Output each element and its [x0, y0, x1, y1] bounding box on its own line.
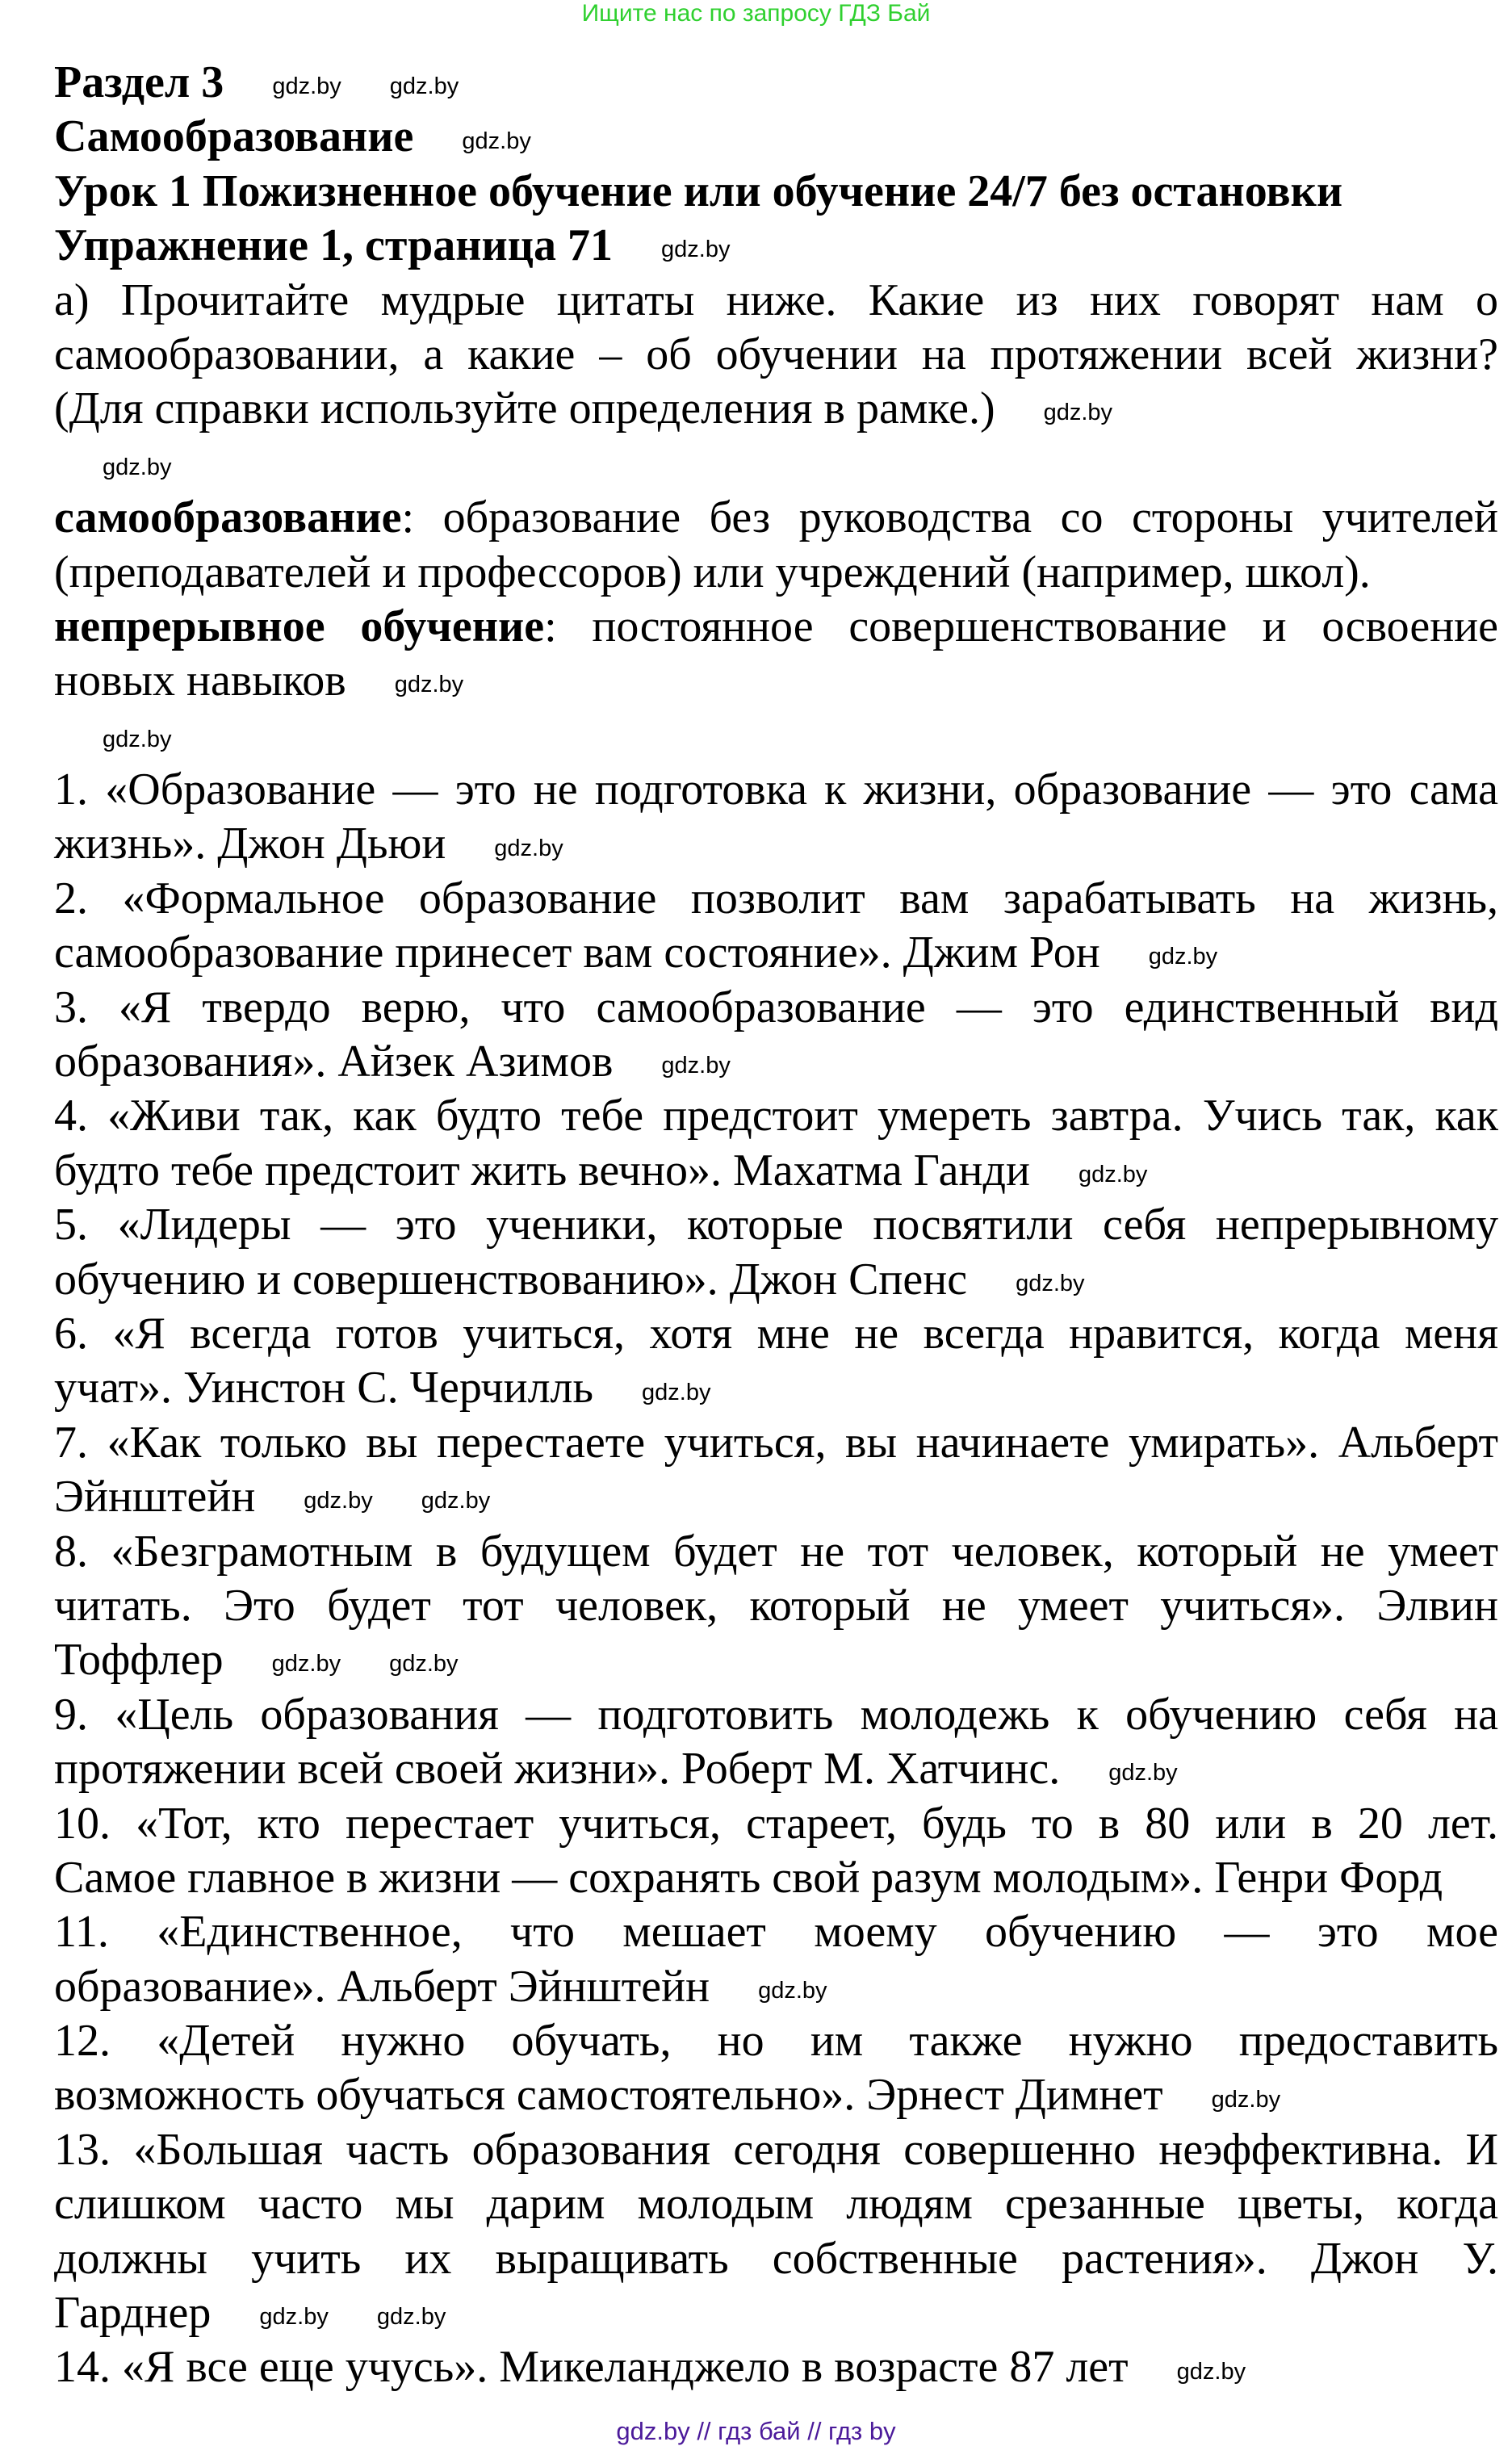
quote-line	[54, 1035, 1498, 1089]
definition-term: непрерывное обучение	[54, 601, 545, 651]
quote-line	[54, 1688, 1498, 1742]
text: возможность обучаться самостоятельно». Эрнест Димнет	[54, 2070, 1163, 2121]
text: Упражнение 1, страница 71	[54, 220, 614, 271]
watermark: gdz.by	[758, 1977, 827, 2004]
text: Урок 1 Пожизненное обучение или обучение 24/7 без остановки	[54, 165, 1343, 216]
quote-line	[54, 1742, 1498, 1796]
quote-line	[54, 1579, 1498, 1633]
watermark: gdz.by	[394, 672, 464, 698]
watermark: gdz.by	[1078, 1161, 1148, 1187]
watermark: gdz.by	[304, 1488, 373, 1514]
watermark: gdz.by	[271, 1651, 341, 1677]
text: протяжении всей своей жизни». Роберт М. Хатчинс.	[54, 1744, 1061, 1795]
text: учат». Уинстон С. Черчилль	[54, 1363, 594, 1414]
quote-line	[54, 1905, 1498, 1959]
text: Самое главное в жизни — сохранять свой разум молодым». Генри Форд	[54, 1852, 1443, 1903]
definition-line	[54, 491, 1498, 545]
quote-line	[54, 1960, 1498, 2014]
quote-line	[54, 1525, 1498, 1579]
text: обучению и совершенствованию». Джон Спенс	[54, 1254, 968, 1305]
watermark: gdz.by	[421, 1488, 491, 1514]
exercise-title	[54, 219, 1498, 273]
text: 3. «Я твердо верю, что самообразование — это единственный вид	[54, 982, 1498, 1032]
lesson-title	[54, 165, 1498, 219]
text: Самообразование	[54, 111, 414, 162]
text: читать. Это будет тот человек, который не умеет учиться». Элвин	[54, 1580, 1498, 1631]
text: образование». Альберт Эйнштейн	[54, 1961, 710, 2012]
text: 13. «Большая часть образования сегодня совершенно неэффективна. И	[54, 2124, 1498, 2175]
watermark: gdz.by	[272, 73, 341, 100]
text: 14. «Я все еще учусь». Микеланджело в возрасте 87 лет	[54, 2342, 1129, 2393]
text: 12. «Детей нужно обучать, но им также нужно предоставить	[54, 2016, 1498, 2067]
text: слишком часто мы дарим молодым людям срезанные цветы, когда	[54, 2179, 1498, 2230]
text: 8. «Безграмотным в будущем будет не тот человек, который не умеет	[54, 1526, 1498, 1577]
text: 11. «Единственное, что мешает моему обучению — это мое	[54, 1907, 1498, 1958]
text: 2. «Формальное образование позволит вам зарабатывать на жизнь,	[54, 873, 1498, 924]
footer-links: gdz.by // гдз бай // гдз by	[616, 2417, 896, 2445]
text: образования». Айзек Азимов	[54, 1037, 614, 1087]
watermark: gdz.by	[462, 128, 531, 154]
watermark: gdz.by	[103, 454, 172, 480]
quote-line	[54, 1851, 1498, 1905]
quote-line	[54, 926, 1498, 980]
text: Раздел 3	[54, 57, 224, 107]
text: самообразование принесет вам состояние». Джим Рон	[54, 928, 1100, 978]
document-body	[54, 56, 1498, 2395]
quote-line	[54, 981, 1498, 1035]
definition-term: самообразование	[54, 492, 402, 543]
quote-line	[54, 872, 1498, 926]
watermark: gdz.by	[494, 835, 563, 861]
watermark: gdz.by	[103, 726, 172, 752]
quote-line	[54, 1797, 1498, 1851]
watermark: gdz.by	[1043, 400, 1113, 426]
watermark: gdz.by	[1211, 2086, 1281, 2113]
quote-line	[54, 2286, 1498, 2340]
text: (преподавателей и профессоров) или учреждений (например, школ).	[54, 547, 1371, 597]
text: а) Прочитайте мудрые цитаты ниже. Какие из них говорят нам о	[54, 274, 1498, 325]
quote-line	[54, 2014, 1498, 2068]
task-text-line	[54, 328, 1498, 382]
blank-line	[54, 437, 1498, 491]
section-title	[54, 56, 1498, 110]
text: 7. «Как только вы перестаете учиться, вы начинаете умирать». Альберт	[54, 1417, 1498, 1468]
quote-line	[54, 1307, 1498, 1361]
watermark: gdz.by	[1148, 944, 1218, 970]
blank-line	[54, 709, 1498, 763]
text: 6. «Я всегда готов учиться, хотя мне не всегда нравится, когда меня	[54, 1308, 1498, 1359]
quote-line	[54, 1470, 1498, 1524]
text: : образование без руководства со стороны учителей	[401, 492, 1498, 543]
watermark: gdz.by	[389, 1651, 459, 1677]
task-text-line	[54, 382, 1498, 436]
text: 5. «Лидеры — это ученики, которые посвятили себя непрерывному	[54, 1200, 1498, 1250]
watermark: gdz.by	[1016, 1270, 1085, 1296]
quote-line	[54, 1144, 1498, 1198]
text: 4. «Живи так, как будто тебе предстоит умереть завтра. Учись так, как	[54, 1091, 1498, 1141]
quote-line	[54, 817, 1498, 871]
text: новых навыков	[54, 655, 346, 706]
text: (Для справки используйте определения в рамке.)	[54, 383, 995, 434]
quote-line	[54, 1089, 1498, 1143]
watermark: gdz.by	[1108, 1760, 1178, 1786]
definition-line	[54, 546, 1498, 600]
definition-line	[54, 600, 1498, 654]
quote-line	[54, 2068, 1498, 2122]
quote-line	[54, 1361, 1498, 1415]
watermark: gdz.by	[661, 237, 731, 263]
text: 9. «Цель образования — подготовить молодежь к обучению себя на	[54, 1689, 1498, 1740]
watermark: gdz.by	[376, 2304, 446, 2331]
quote-line	[54, 2340, 1498, 2394]
text: 1. «Образование — это не подготовка к жизни, образование — это сама	[54, 764, 1498, 815]
watermark: gdz.by	[642, 1379, 711, 1405]
chapter-title	[54, 110, 1498, 164]
quote-line	[54, 763, 1498, 817]
search-hint-banner: Ищите нас по запросу ГДЗ Бай	[581, 0, 931, 27]
text: Тоффлер	[54, 1635, 224, 1686]
text: должны учить их выращивать собственные растения». Джон У.	[54, 2233, 1498, 2284]
watermark: gdz.by	[661, 1053, 731, 1079]
watermark: gdz.by	[389, 73, 459, 100]
quote-line	[54, 1633, 1498, 1687]
quote-line	[54, 1198, 1498, 1252]
text: Гарднер	[54, 2288, 212, 2339]
quote-line	[54, 2123, 1498, 2177]
definition-line	[54, 654, 1498, 708]
quote-line	[54, 1253, 1498, 1307]
watermark: gdz.by	[1176, 2358, 1246, 2385]
text: 10. «Тот, кто перестает учиться, стареет, будь то в 80 или в 20 лет.	[54, 1798, 1498, 1849]
text: будто тебе предстоит жить вечно». Махатма Ганди	[54, 1145, 1030, 1196]
watermark: gdz.by	[259, 2304, 329, 2331]
text: Эйнштейн	[54, 1472, 256, 1522]
text: самообразовании, а какие – об обучении на протяжении всей жизни?	[54, 329, 1498, 379]
quote-line	[54, 1416, 1498, 1470]
task-text-line	[54, 274, 1498, 328]
text: жизнь». Джон Дьюи	[54, 819, 446, 869]
quote-line	[54, 2232, 1498, 2286]
text: : постоянное совершенствование и освоение	[544, 601, 1498, 651]
quote-line	[54, 2177, 1498, 2231]
